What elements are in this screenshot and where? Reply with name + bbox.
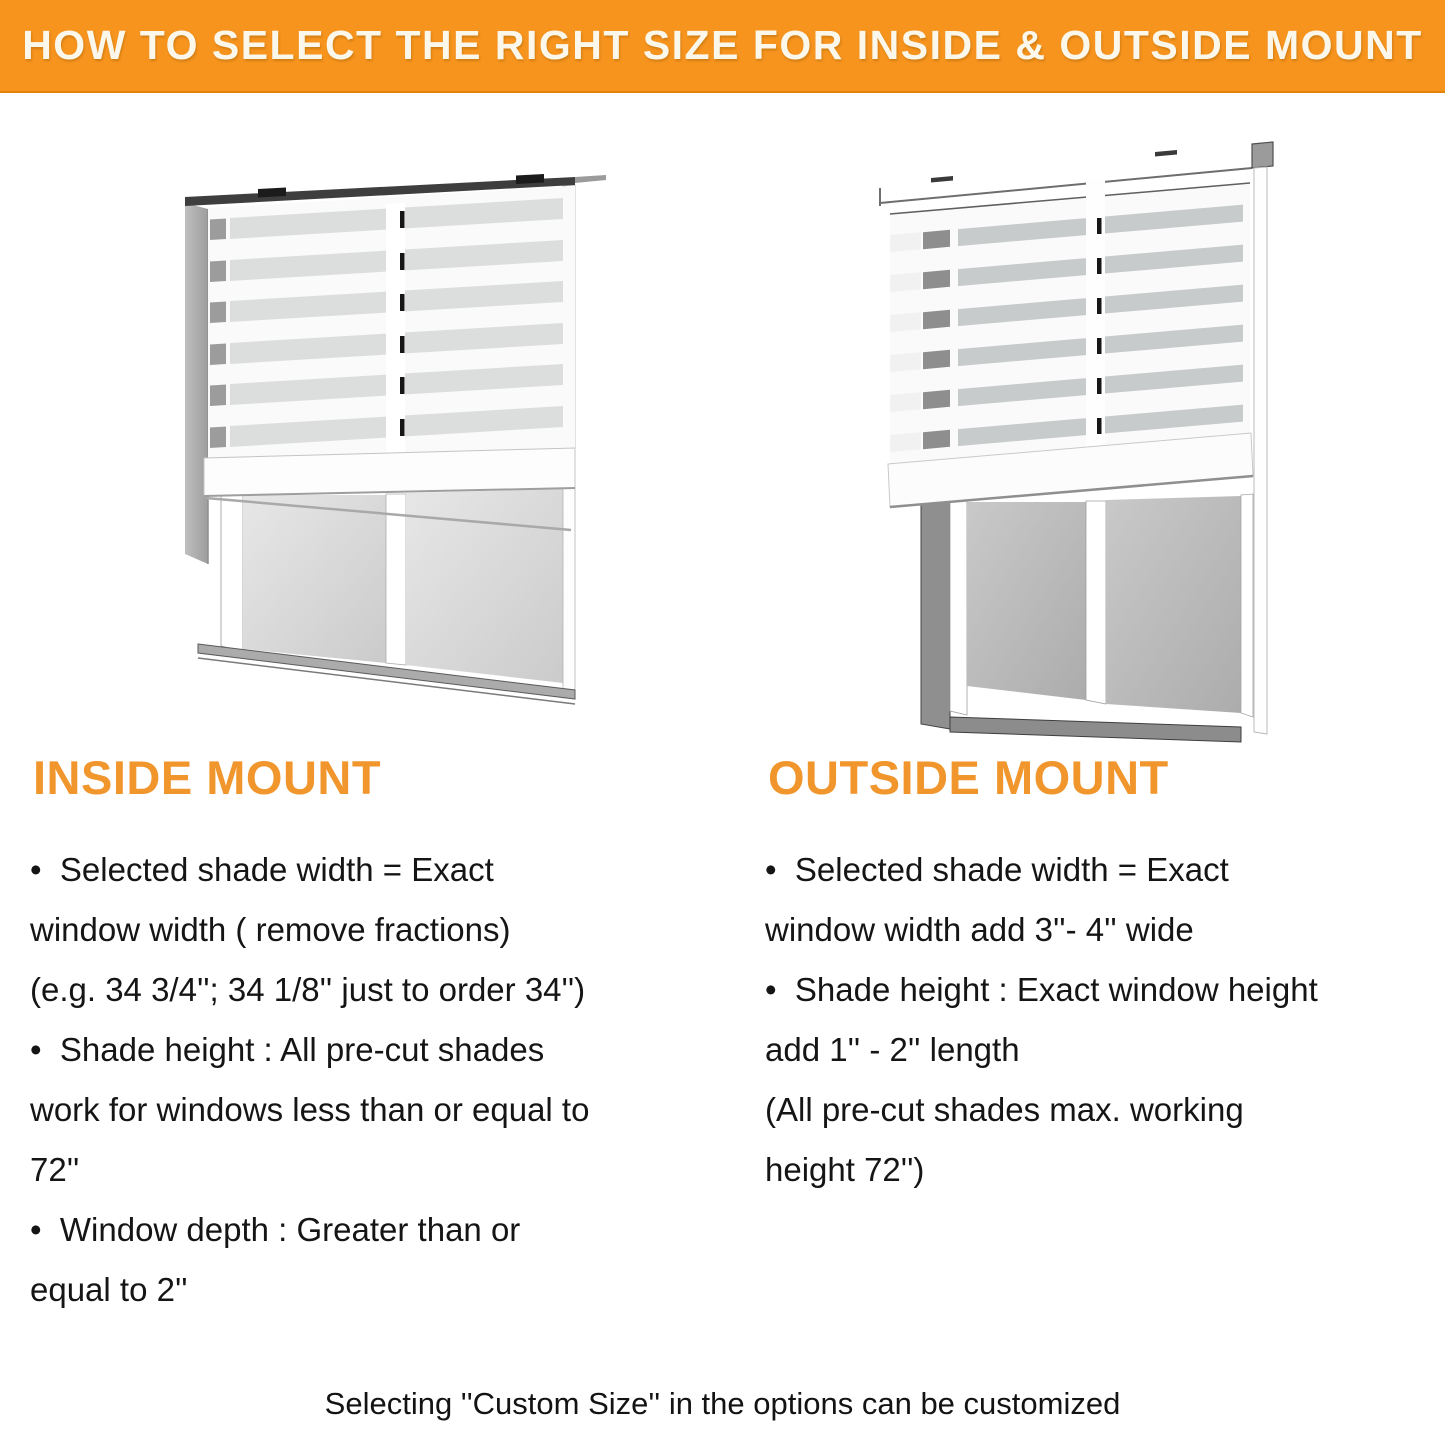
- window-frame-group: [921, 494, 1253, 742]
- bracket-end-cap: [1252, 142, 1273, 168]
- custom-size-note: Selecting ''Custom Size'' in the options can be customized: [324, 1386, 1121, 1421]
- instruction-line: window width add 3''- 4'' wide: [765, 911, 1194, 948]
- instruction-line: • Selected shade width = Exact: [765, 851, 1229, 888]
- mounting-bracket-left: [258, 188, 286, 198]
- mounting-bracket-right: [516, 174, 544, 184]
- window-glass-left: [967, 502, 1086, 700]
- window-glass-right: [1106, 496, 1241, 713]
- inside-mount-heading: INSIDE MOUNT: [33, 751, 382, 804]
- zebra-shade-group: [204, 186, 575, 496]
- window-jamb-left: [185, 203, 208, 564]
- window-sill: [950, 717, 1241, 742]
- side-rail-right: [1254, 167, 1267, 734]
- wall-screw-mark-right: [1155, 150, 1177, 157]
- zebra-shade-group: [888, 178, 1253, 507]
- instruction-line: window width ( remove fractions): [30, 911, 511, 948]
- window-mullion: [1086, 501, 1106, 704]
- page-title: HOW TO SELECT THE RIGHT SIZE FOR INSIDE & OUTSIDE MOUNT: [22, 22, 1423, 68]
- wall-screw-mark-left: [931, 176, 953, 183]
- instruction-line: height 72''): [765, 1151, 925, 1188]
- window-frame-left: [221, 492, 243, 652]
- outside-mount-figure: [855, 128, 1375, 748]
- instruction-line: 72'': [30, 1151, 80, 1188]
- instruction-line: (All pre-cut shades max. working: [765, 1091, 1244, 1128]
- window-jamb-left: [921, 496, 950, 729]
- window-glass-left: [243, 495, 386, 663]
- shade-center-seam: [1086, 178, 1105, 462]
- outside-mount-illustration: [855, 128, 1375, 748]
- instruction-line: equal to 2'': [30, 1271, 188, 1308]
- outside-mount-heading: OUTSIDE MOUNT: [768, 751, 1169, 804]
- instruction-line: work for windows less than or equal to: [30, 1091, 590, 1128]
- inside-mount-figure: [158, 146, 618, 716]
- header-banner: [0, 0, 1445, 93]
- window-frame-right: [1241, 494, 1253, 717]
- instruction-line: add 1'' - 2'' length: [765, 1031, 1020, 1068]
- instruction-line: (e.g. 34 3/4''; 34 1/8'' just to order 34''): [30, 971, 586, 1008]
- inside-mount-illustration: [158, 146, 618, 716]
- window-mullion: [386, 494, 406, 665]
- outside-mount-instructions: [765, 840, 1445, 1200]
- instruction-line: • Selected shade width = Exact: [30, 851, 494, 888]
- window-frame-left: [950, 499, 967, 715]
- instruction-line: • Shade height : Exact window height: [765, 971, 1318, 1008]
- instruction-line: • Shade height : All pre-cut shades: [30, 1031, 545, 1068]
- headrail-tip: [575, 175, 606, 183]
- inside-mount-instructions: [30, 840, 720, 1320]
- instruction-line: • Window depth : Greater than or: [30, 1211, 521, 1248]
